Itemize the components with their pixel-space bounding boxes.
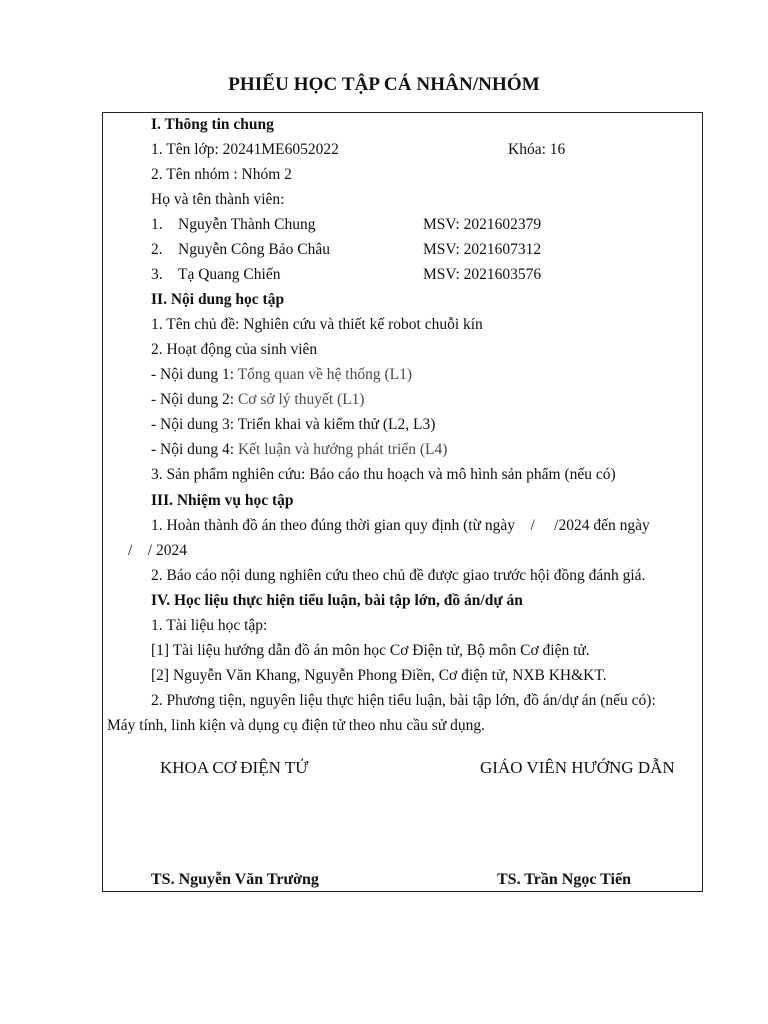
task-1-continuation: / / 2024 xyxy=(128,542,187,559)
member-number: 3. xyxy=(151,266,163,283)
content-item xyxy=(151,415,435,435)
supervisor-signature-title: GIÁO VIÊN HƯỚNG DẪN xyxy=(480,758,675,777)
members-label: Họ và tên thành viên: xyxy=(151,191,285,208)
member-number: 2. xyxy=(151,241,163,258)
class-name-line: 1. Tên lớp: 20241ME6052022 xyxy=(151,141,339,158)
document-title: PHIẾU HỌC TẬP CÁ NHÂN/NHÓM xyxy=(228,74,540,95)
content-item xyxy=(151,365,412,385)
member-name: Nguyễn Thành Chung xyxy=(178,216,316,233)
content-item xyxy=(151,390,365,410)
member-number: 1. xyxy=(151,216,163,233)
section-2-heading: II. Nội dung học tập xyxy=(151,291,285,308)
task-2-line: 2. Báo cáo nội dung nghiên cứu theo chủ đề được giao trước hội đồng đánh giá. xyxy=(151,567,646,584)
product-line: 3. Sản phẩm nghiên cứu: Báo cáo thu hoạch và mô hình sản phẩm (nếu có) xyxy=(151,466,616,483)
member-student-id: MSV: 2021603576 xyxy=(423,266,542,283)
content-item-prefix: - Nội dung 4: xyxy=(151,441,238,458)
faculty-signature-title: KHOA CƠ ĐIỆN TỬ xyxy=(160,758,309,777)
content-item-text: Triển khai và kiểm thử (L2, L3) xyxy=(237,416,436,433)
course-line: Khóa: 16 xyxy=(508,141,566,158)
content-item-prefix: - Nội dung 1: xyxy=(151,366,238,383)
supervisor-signer-name: TS. Trần Ngọc Tiến xyxy=(497,871,631,888)
content-item-text: Tổng quan về hệ thống (L1) xyxy=(237,366,413,383)
member-name: Nguyễn Công Bảo Châu xyxy=(178,241,330,258)
content-item-text: Kết luận và hướng phát triển (L4) xyxy=(237,441,448,458)
activities-line: 2. Hoạt động của sinh viên xyxy=(151,341,318,358)
reference-1: [1] Tài liệu hướng dẫn đồ án môn học Cơ Điện tử, Bộ môn Cơ điện tử. xyxy=(151,642,590,659)
group-name-line: 2. Tên nhóm : Nhóm 2 xyxy=(151,166,292,183)
content-item-prefix: - Nội dung 2: xyxy=(151,391,238,408)
content-item xyxy=(151,440,447,460)
member-student-id: MSV: 2021607312 xyxy=(423,241,542,258)
content-item-text: Cơ sở lý thuyết (L1) xyxy=(237,391,365,408)
task-1-line: 1. Hoàn thành đồ án theo đúng thời gian quy định (từ ngày / /2024 đến ngày xyxy=(151,517,650,534)
member-student-id: MSV: 2021602379 xyxy=(423,216,542,233)
reference-2: [2] Nguyễn Văn Khang, Nguyễn Phong Điền, Cơ điện tử, NXB KH&KT. xyxy=(151,667,607,684)
means-line: 2. Phương tiện, nguyên liệu thực hiện tiểu luận, bài tập lớn, đồ án/dự án (nếu có): xyxy=(151,692,656,709)
content-item-prefix: - Nội dung 3: xyxy=(151,416,238,433)
faculty-signer-name: TS. Nguyễn Văn Trường xyxy=(151,871,319,888)
topic-line: 1. Tên chủ đề: Nghiên cứu và thiết kế robot chuỗi kín xyxy=(151,316,483,333)
member-name: Tạ Quang Chiến xyxy=(178,266,281,283)
means-continuation: Máy tính, linh kiện và dụng cụ điện tử theo nhu cầu sử dụng. xyxy=(107,717,485,734)
docs-label: 1. Tài liệu học tập: xyxy=(151,617,268,634)
section-1-heading: I. Thông tin chung xyxy=(151,116,274,133)
section-3-heading: III. Nhiệm vụ học tập xyxy=(151,492,294,509)
section-4-heading: IV. Học liệu thực hiện tiểu luận, bài tập lớn, đồ án/dự án xyxy=(151,592,523,609)
